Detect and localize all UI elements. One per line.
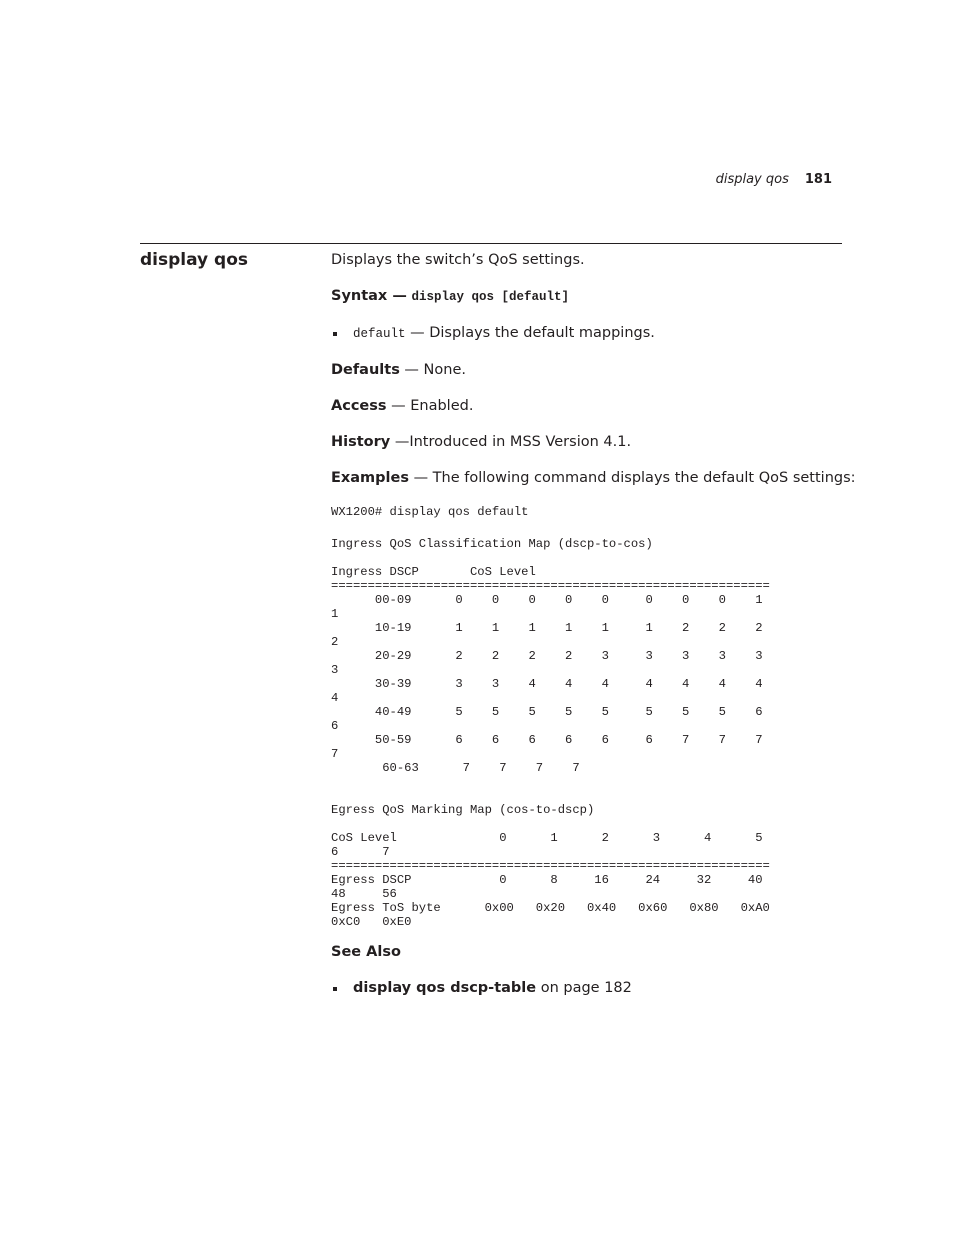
examples-line bbox=[331, 467, 856, 489]
section-rule bbox=[140, 243, 842, 244]
history-line bbox=[331, 431, 846, 453]
defaults-line bbox=[331, 359, 846, 381]
examples-label: Examples bbox=[331, 470, 409, 486]
history-label: History bbox=[331, 434, 391, 450]
defaults-text: — None. bbox=[399, 362, 466, 378]
examples-text: — The following command displays the default QoS settings: bbox=[408, 470, 856, 486]
syntax-command: display qos [default] bbox=[411, 290, 569, 304]
see-also-heading: See Also bbox=[331, 944, 401, 960]
see-also-page-ref: on page 182 bbox=[536, 980, 632, 996]
see-also-link[interactable]: display qos dscp-table bbox=[353, 980, 537, 996]
see-also-item bbox=[331, 977, 846, 999]
option-default bbox=[331, 322, 846, 345]
example-command: WX1200# display qos default bbox=[331, 505, 529, 519]
description: Displays the switch’s QoS settings. bbox=[331, 252, 585, 268]
option-keyword: default bbox=[353, 327, 406, 341]
history-text: —Introduced in MSS Version 4.1. bbox=[390, 434, 632, 450]
option-text: — Displays the default mappings. bbox=[405, 325, 655, 341]
ingress-map-title: Ingress QoS Classification Map (dscp-to-cos) bbox=[331, 537, 653, 551]
egress-map-table: CoS Level 0 1 2 3 4 5 6 7 ============================================================ Egress DSCP 0 8 16 24 32 40 48 56 Egress ToS byte 0x00 0x20 0x40 0x60 0x80 0xA0 0xC0 0xE0 bbox=[331, 831, 770, 929]
syntax-label: Syntax — bbox=[331, 288, 407, 304]
access-label: Access bbox=[331, 398, 387, 414]
access-line bbox=[331, 395, 846, 417]
page-number: 181 bbox=[804, 172, 832, 187]
egress-map-title: Egress QoS Marking Map (cos-to-dscp) bbox=[331, 803, 595, 817]
ingress-map-table: Ingress DSCP CoS Level ============================================================ 00-09 0 0 0 0 0 0 0 0 1 1 10-19 1 1 1 1 1 1 2 2 2 2 20-29 2 2 2 2 3 3 3 3 3 3 30-39 3 3 4 4 4 4 4 4 4 4 40-49 5 5 5 5 5 5 5 5 6 6 50-59 6 6 6 6 6 6 7 7 7 7 60-63 7 7 7 7 bbox=[331, 565, 770, 775]
defaults-label: Defaults bbox=[331, 362, 400, 378]
syntax-line bbox=[331, 285, 846, 308]
running-title: display qos bbox=[715, 172, 789, 187]
section-title: display qos bbox=[140, 250, 249, 270]
section-body bbox=[331, 249, 856, 1013]
running-header bbox=[620, 172, 832, 188]
access-text: — Enabled. bbox=[386, 398, 474, 414]
